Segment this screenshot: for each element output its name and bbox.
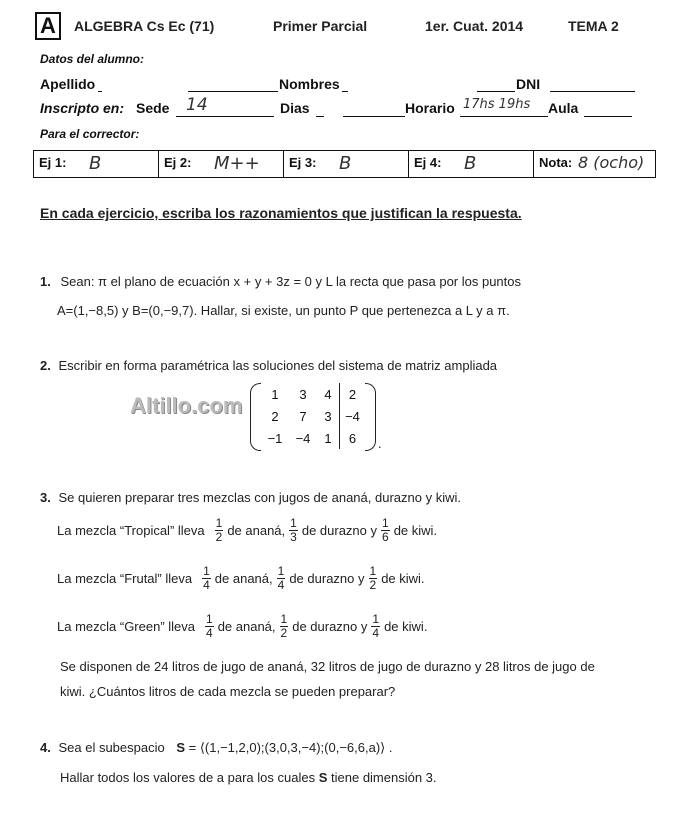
question-2-line-1 <box>40 358 497 373</box>
matrix-cell: −1 <box>267 430 283 446</box>
course-title: ALGEBRA Cs Ec (71) <box>74 18 215 34</box>
matrix-period: . <box>378 436 382 451</box>
apellido-label: Apellido <box>40 76 96 92</box>
tema-letter-box: A <box>35 12 61 40</box>
fraction: $\frac{1}{3}$ <box>290 516 297 545</box>
word-kiwi: de kiwi. <box>384 619 428 635</box>
grade-value: M++ <box>214 153 260 174</box>
question-text: Sea el subespacio <box>58 740 165 755</box>
word-anana: de ananá, <box>217 619 276 635</box>
dni-label: DNI <box>516 76 541 92</box>
matrix-cell: 3 <box>324 408 332 424</box>
word-durazno: de durazno y <box>301 523 378 539</box>
fraction: $\frac{1}{2}$ <box>280 612 288 641</box>
grade-value: B <box>89 153 102 174</box>
grade-value: B <box>464 153 477 174</box>
student-section-title: Datos del alumno: <box>40 52 145 66</box>
matrix-cell: 6 <box>339 427 365 449</box>
horario-value: 17hs 19hs <box>463 97 531 112</box>
matrix-cell: 2 <box>271 408 279 424</box>
grade-label: Ej 3: <box>289 155 317 170</box>
fraction: $\frac{1}{2}$ <box>215 516 223 545</box>
question-text: Sean: π el plano de ecuación x + y + 3z = 0 y L la recta que pasa por los puntos <box>60 274 522 289</box>
question-1-line-2: A=(1,−8,5) y B=(0,−9,7). Hallar, si existe, un punto P que pertenezca a L y a π. <box>57 303 510 318</box>
fraction: $\frac{1}{4}$ <box>372 612 380 641</box>
horario-field[interactable] <box>460 116 548 117</box>
grade-label: Ej 1: <box>39 155 67 170</box>
mix-name: La mezcla “Green” lleva <box>57 619 195 635</box>
nombres-label: Nombres <box>279 76 340 92</box>
corrector-section-title: Para el corrector: <box>40 127 140 141</box>
matrix-cell: 1 <box>271 386 279 402</box>
grade-cell-ej4 <box>409 151 534 177</box>
question-text: tiene dimensión 3. <box>331 770 437 785</box>
question-3-closing-1: Se disponen de 24 litros de jugo de ananá, 32 litros de jugo de durazno y 28 litros de jugo de <box>60 659 595 674</box>
matrix-cell: 2 <box>339 383 365 405</box>
subspace-symbol: S <box>176 740 186 755</box>
dias-line-a <box>316 116 324 117</box>
exam-term: 1er. Cuat. 2014 <box>425 18 524 34</box>
matrix-right-paren <box>365 383 376 451</box>
corrector-table <box>33 150 656 178</box>
mix-row-green <box>57 613 427 640</box>
word-anana: de ananá, <box>214 571 273 587</box>
matrix-cell: 1 <box>324 430 332 446</box>
aula-field[interactable] <box>584 116 632 117</box>
matrix-cell: −4 <box>339 405 365 427</box>
fraction: $\frac{1}{4}$ <box>206 612 213 641</box>
matrix-grid <box>261 383 365 451</box>
word-kiwi: de kiwi. <box>393 523 438 539</box>
sede-value: 14 <box>186 95 208 115</box>
word-durazno: de durazno y <box>292 619 368 635</box>
sede-label: Sede <box>136 100 170 116</box>
question-4-line-2 <box>60 770 437 785</box>
aula-label: Aula <box>548 100 579 116</box>
dni-field[interactable] <box>550 91 635 92</box>
subspace-symbol: S <box>318 770 328 785</box>
grade-cell-nota <box>534 151 655 177</box>
grade-value: B <box>339 153 352 174</box>
mix-name: La mezcla “Tropical” lleva <box>57 523 205 539</box>
dni-line-a <box>477 91 515 92</box>
word-kiwi: de kiwi. <box>381 571 425 587</box>
matrix-cell: −4 <box>295 430 311 446</box>
instruction: En cada ejercicio, escriba los razonamientos que justifican la respuesta. <box>40 205 522 221</box>
matrix-cell: 7 <box>299 408 307 424</box>
exam-name: Primer Parcial <box>273 18 368 34</box>
grade-label: Ej 4: <box>414 155 442 170</box>
question-3-line-1 <box>40 490 461 505</box>
apellido-line-a <box>98 91 102 92</box>
exam-tema: TEMA 2 <box>568 18 619 34</box>
apellido-field[interactable] <box>188 91 278 92</box>
question-text: Escribir en forma paramétrica las soluciones del sistema de matriz ampliada <box>58 358 498 373</box>
fraction: $\frac{1}{6}$ <box>382 516 389 545</box>
fraction: $\frac{1}{4}$ <box>277 564 285 593</box>
grade-label: Ej 2: <box>164 155 192 170</box>
question-number: 1. <box>40 274 51 289</box>
watermark: Altillo.com <box>130 393 243 418</box>
grade-cell-ej2 <box>159 151 284 177</box>
inscripto-label: Inscripto en: <box>40 100 125 116</box>
matrix-left-paren <box>250 383 261 451</box>
question-4-line-1 <box>40 740 392 756</box>
subspace-set: = ⟨(1,−1,2,0);(3,0,3,−4);(0,−6,6,a)⟩ . <box>188 740 393 755</box>
augmented-matrix <box>250 383 382 451</box>
dias-label: Dias <box>280 100 310 116</box>
word-anana: de ananá, <box>227 523 286 539</box>
dias-field[interactable] <box>343 116 405 117</box>
question-text: Hallar todos los valores de a para los cuales <box>60 770 316 785</box>
matrix-cell: 3 <box>299 386 307 402</box>
question-number: 4. <box>40 740 51 755</box>
fraction: $\frac{1}{4}$ <box>203 564 210 593</box>
question-3-closing-2: kiwi. ¿Cuántos litros de cada mezcla se pueden preparar? <box>60 684 396 699</box>
mix-row-tropical <box>57 517 437 544</box>
question-number: 3. <box>40 490 51 505</box>
grade-label: Nota: <box>539 155 573 170</box>
question-text: Se quieren preparar tres mezclas con jugos de ananá, durazno y kiwi. <box>58 490 461 505</box>
word-durazno: de durazno y <box>289 571 365 587</box>
nombres-field[interactable] <box>342 91 348 92</box>
grade-cell-ej3 <box>284 151 409 177</box>
horario-label: Horario <box>405 100 455 116</box>
fraction: $\frac{1}{2}$ <box>369 564 377 593</box>
mix-name: La mezcla “Frutal” lleva <box>57 571 193 587</box>
matrix-cell: 4 <box>324 386 332 402</box>
grade-cell-ej1 <box>34 151 159 177</box>
grade-value: 8 (ocho) <box>578 153 645 172</box>
question-number: 2. <box>40 358 51 373</box>
question-1-line-1 <box>40 274 521 289</box>
mix-row-frutal <box>57 565 425 592</box>
sede-field[interactable] <box>176 116 274 117</box>
